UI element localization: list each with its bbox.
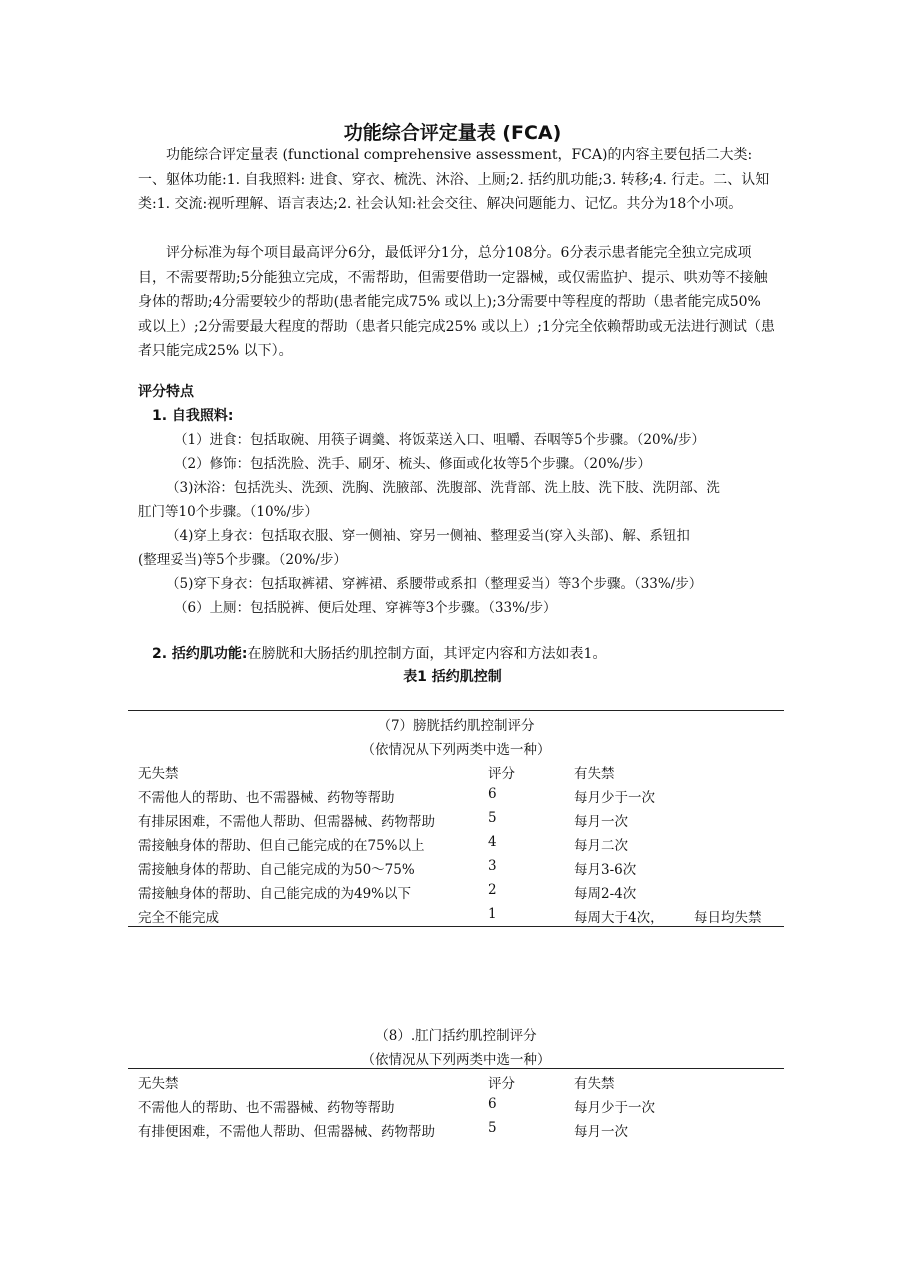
cell-right: 每月二次: [574, 838, 628, 854]
cell-right: 每月一次: [574, 814, 628, 830]
sphincter-label: 2. 括约肌功能:: [152, 646, 248, 662]
cell-left: 需接触身体的帮助、自己能完成的为50～75%: [138, 862, 415, 878]
cell-left: 完全不能完成: [138, 910, 219, 926]
cell-left: 有排便困难，不需他人帮助、但需器械、药物帮助: [138, 1124, 435, 1140]
header-no-incontinence: 无失禁: [138, 766, 179, 782]
self-care-item: 肛门等10个步骤。（10%/步）: [138, 504, 318, 520]
table-row: [138, 882, 784, 906]
table-caption: （8）.肛门括约肌控制评分: [375, 1028, 537, 1044]
scoring-text: 评分标准为每个项目最高评分6分，最低评分1分，总分108分。6分表示患者能完全独立完成项目，不需要帮助;5分能独立完成，不需帮助，但需要借助一定器械，或仅需监护、提示、哄劝等不接触身体的帮助;4分需要较少的帮助(患者能完成75% 或以上);3分需要中等程度的帮助（患者能完成50% 或以上）;2分需要最大程度的帮助（患者只能完成25% 或以上）;1分完全依赖帮助或无法进行测试（患者只能完成25% 以下）。: [138, 245, 775, 359]
table-row: [138, 786, 784, 810]
self-care-item: （4)穿上身衣：包括取衣服、穿一侧袖、穿另一侧袖、整理妥当(穿入头部)、解、系钮扣: [166, 528, 690, 544]
table-row: [138, 1120, 784, 1144]
cell-left: 需接触身体的帮助、自己能完成的为49%以下: [138, 886, 412, 902]
table-row: [138, 1096, 784, 1120]
table-top-rule: [128, 710, 784, 711]
self-care-item: （1）进食：包括取碗、用筷子调羹、将饭菜送入口、咀嚼、吞咽等5个步骤。（20%/步）: [174, 432, 705, 448]
cell-left: 有排尿困难，不需他人帮助、但需器械、药物帮助: [138, 814, 435, 830]
cell-right: 每月少于一次: [574, 1100, 655, 1116]
cell-right: 每月少于一次: [574, 790, 655, 806]
cell-score: 6: [488, 1096, 497, 1112]
cell-left: 不需他人的帮助、也不需器械、药物等帮助: [138, 790, 395, 806]
cell-left: 不需他人的帮助、也不需器械、药物等帮助: [138, 1100, 395, 1116]
sphincter-line: [152, 643, 606, 663]
table-row: [138, 810, 784, 834]
table-row: [138, 834, 784, 858]
table-bottom-rule: [128, 926, 784, 927]
table-header-row: [138, 762, 784, 786]
self-care-item: (整理妥当)等5个步骤。（20%/步）: [138, 552, 347, 568]
self-care-list: [138, 428, 778, 620]
header-score: 评分: [488, 766, 515, 782]
cell-score: 5: [488, 810, 497, 826]
self-care-item: （2）修饰：包括洗脸、洗手、刷牙、梳头、修面或化妆等5个步骤。（20%/步）: [174, 456, 651, 472]
table-row: [138, 858, 784, 882]
header-no-incontinence: 无失禁: [138, 1076, 179, 1092]
table-subcaption: （依情况从下列两类中选一种）: [361, 1052, 551, 1068]
header-incontinence: 有失禁: [574, 766, 615, 782]
scoring-paragraph: [138, 241, 778, 364]
header-score: 评分: [488, 1076, 515, 1092]
sphincter-text: 在膀胱和大肠括约肌控制方面，其评定内容和方法如表1。: [247, 646, 607, 662]
cell-score: 5: [488, 1120, 497, 1136]
table-header-row: [138, 1072, 784, 1096]
self-care-item: （6）上厕：包括脱裤、便后处理、穿裤等3个步骤。（33%/步）: [174, 600, 557, 616]
cell-score: 6: [488, 786, 497, 802]
cell-score: 4: [488, 834, 497, 850]
cell-left: 需接触身体的帮助、但自己能完成的在75%以上: [138, 838, 425, 854]
cell-extra: 每日均失禁: [694, 910, 762, 926]
table-title: 表1 括约肌控制: [403, 669, 502, 685]
self-care-item: （3)沐浴：包括洗头、洗颈、洗胸、洗腋部、洗腹部、洗背部、洗上肢、洗下肢、洗阴部、洗: [166, 480, 720, 496]
table-subcaption: （依情况从下列两类中选一种）: [361, 742, 551, 758]
cell-right: 每周2-4次: [574, 886, 637, 902]
cell-right: 每周大于4次，: [574, 910, 664, 926]
self-care-title: 1. 自我照料:: [152, 408, 234, 424]
cell-score: 3: [488, 858, 497, 874]
table-caption: （7）膀胱括约肌控制评分: [377, 718, 535, 734]
self-care-item: （5)穿下身衣：包括取裤裙、穿裤裙、系腰带或系扣（整理妥当）等3个步骤。（33%/步）: [166, 576, 703, 592]
table-top-rule: [128, 1068, 784, 1069]
section-title: 评分特点: [138, 384, 194, 400]
intro-text: 功能综合评定量表 (functional comprehensive assessment，FCA)的内容主要包括二大类:一、躯体功能:1. 自我照料: 进食、穿衣、梳洗、沐浴、上厕;2. 括约肌功能;3. 转移;4. 行走。二、认知类:1. 交流:视听理解、语言表达;2. 社会认知:社会交往、解决问题能力、记忆。共分为18个小项。: [138, 147, 770, 212]
cell-right: 每月3-6次: [574, 862, 637, 878]
cell-right: 每月一次: [574, 1124, 628, 1140]
intro-paragraph: [138, 143, 778, 217]
header-incontinence: 有失禁: [574, 1076, 615, 1092]
cell-score: 1: [488, 906, 497, 922]
page-title: 功能综合评定量表 (FCA): [343, 122, 562, 144]
cell-score: 2: [488, 882, 497, 898]
